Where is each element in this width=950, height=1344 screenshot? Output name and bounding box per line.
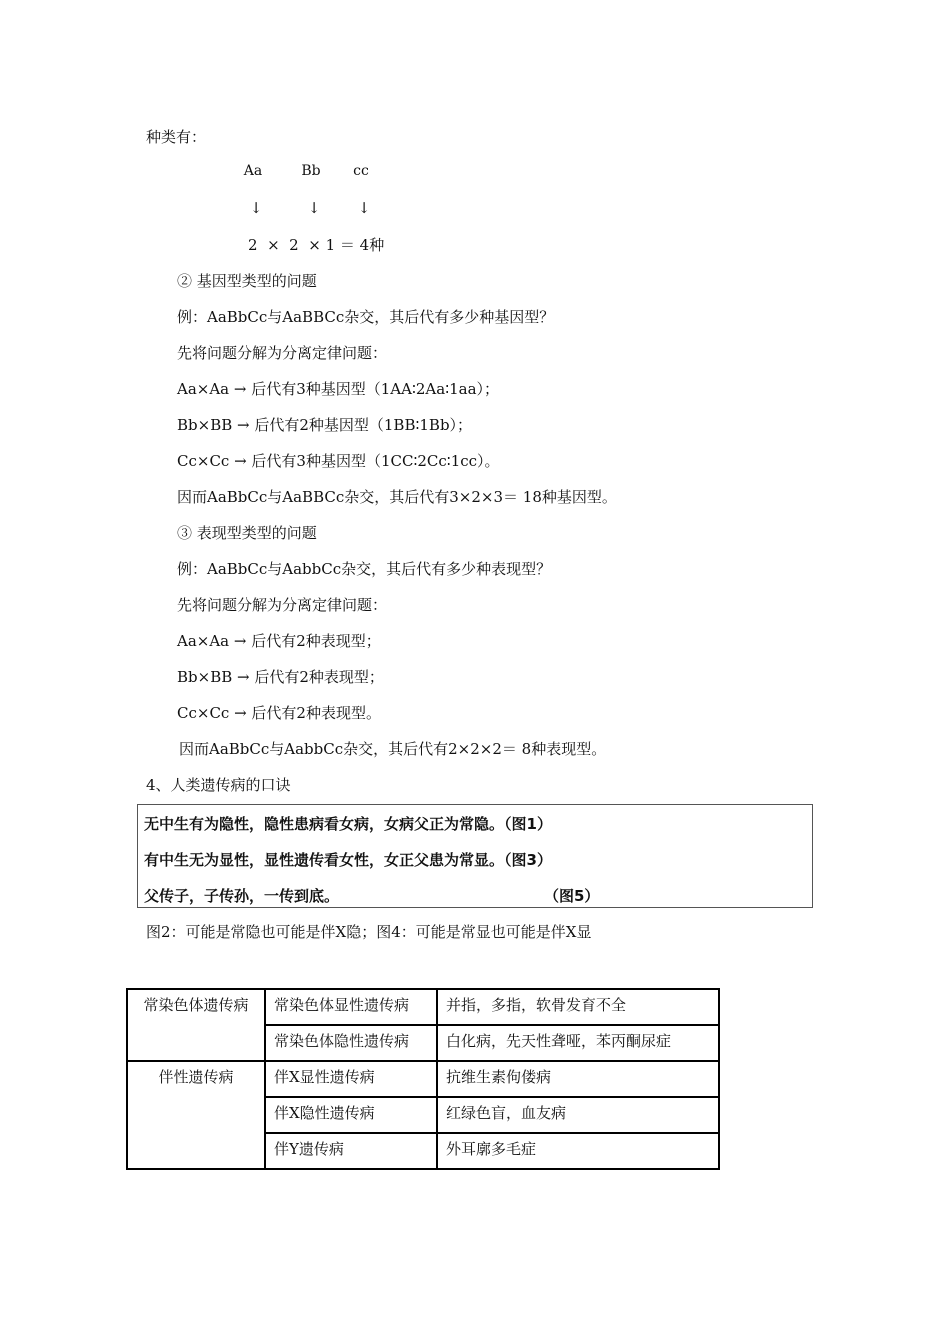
gene-cc: cc: [353, 163, 369, 179]
gene-aa: Aa: [243, 163, 263, 179]
type-cell: 常染色体隐性遗传病: [265, 1025, 437, 1061]
type-cell: 常染色体显性遗传病: [265, 989, 437, 1025]
example-cell: 白化病，先天性聋哑，苯丙酮尿症: [437, 1025, 719, 1061]
section2-line: Cc×Cc → 后代有3种基因型（1CC∶2Cc∶1cc）。: [177, 452, 500, 470]
rhyme-line: 有中生无为显性，显性遗传看女性，女正父患为常显。（图3）: [144, 851, 552, 869]
rhyme-line: 父传子，子传孙，一传到底。: [144, 887, 340, 905]
section3-example: 例：AaBbCc与AabbCc杂交，其后代有多少种表现型？: [177, 560, 552, 578]
example-cell: 并指，多指，软骨发育不全: [437, 989, 719, 1025]
down-arrow-icon: ↓: [249, 199, 263, 217]
section3-line: Aa×Aa → 后代有2种表现型；: [177, 632, 381, 650]
down-arrow-icon: ↓: [357, 199, 371, 217]
section3-conclusion: 因而AaBbCc与AabbCc杂交，其后代有2×2×2＝ 8种表现型。: [179, 740, 607, 758]
figure-note: 图2：可能是常隐也可能是伴X隐；图4：可能是常显也可能是伴X显: [146, 923, 592, 941]
section2-conclusion: 因而AaBbCc与AaBBCc杂交，其后代有3×2×3＝ 18种基因型。: [177, 488, 617, 506]
calc-line: 2 × 2 × 1 ＝ 4种: [248, 236, 385, 254]
type-cell: 伴X显性遗传病: [265, 1061, 437, 1097]
table-row: [127, 1061, 719, 1097]
example-cell: 外耳廓多毛症: [437, 1133, 719, 1169]
group-cell: 常染色体遗传病: [127, 989, 265, 1061]
genetic-disease-table: [126, 988, 720, 1170]
table-row: [127, 989, 719, 1025]
section2-line: Aa×Aa → 后代有3种基因型（1AA∶2Aa∶1aa）；: [177, 380, 500, 398]
section2-line: Bb×BB → 后代有2种基因型（1BB∶1Bb）；: [177, 416, 473, 434]
type-cell: 伴X隐性遗传病: [265, 1097, 437, 1133]
type-cell: 伴Y遗传病: [265, 1133, 437, 1169]
example-cell: 红绿色盲，血友病: [437, 1097, 719, 1133]
section2-example: 例：AaBbCc与AaBBCc杂交，其后代有多少种基因型？: [177, 308, 555, 326]
gene-bb: Bb: [301, 163, 321, 179]
section3-line: Bb×BB → 后代有2种表现型；: [177, 668, 384, 686]
section3-intro: 先将问题分解为分离定律问题：: [177, 596, 388, 614]
rhyme-figure-ref: （图5）: [544, 887, 600, 905]
section3-heading: ③ 表现型类型的问题: [177, 524, 317, 542]
rhyme-line: 无中生有为隐性，隐性患病看女病，女病父正为常隐。（图1）: [144, 815, 552, 833]
types-label: 种类有：: [146, 128, 207, 146]
rhyme-box: [137, 804, 813, 908]
example-cell: 抗维生素佝偻病: [437, 1061, 719, 1097]
down-arrow-icon: ↓: [307, 199, 321, 217]
section2-intro: 先将问题分解为分离定律问题：: [177, 344, 388, 362]
section4-heading: 4、人类遗传病的口诀: [146, 776, 291, 794]
group-cell: 伴性遗传病: [127, 1061, 265, 1169]
section3-line: Cc×Cc → 后代有2种表现型。: [177, 704, 381, 722]
section2-heading: ② 基因型类型的问题: [177, 272, 317, 290]
